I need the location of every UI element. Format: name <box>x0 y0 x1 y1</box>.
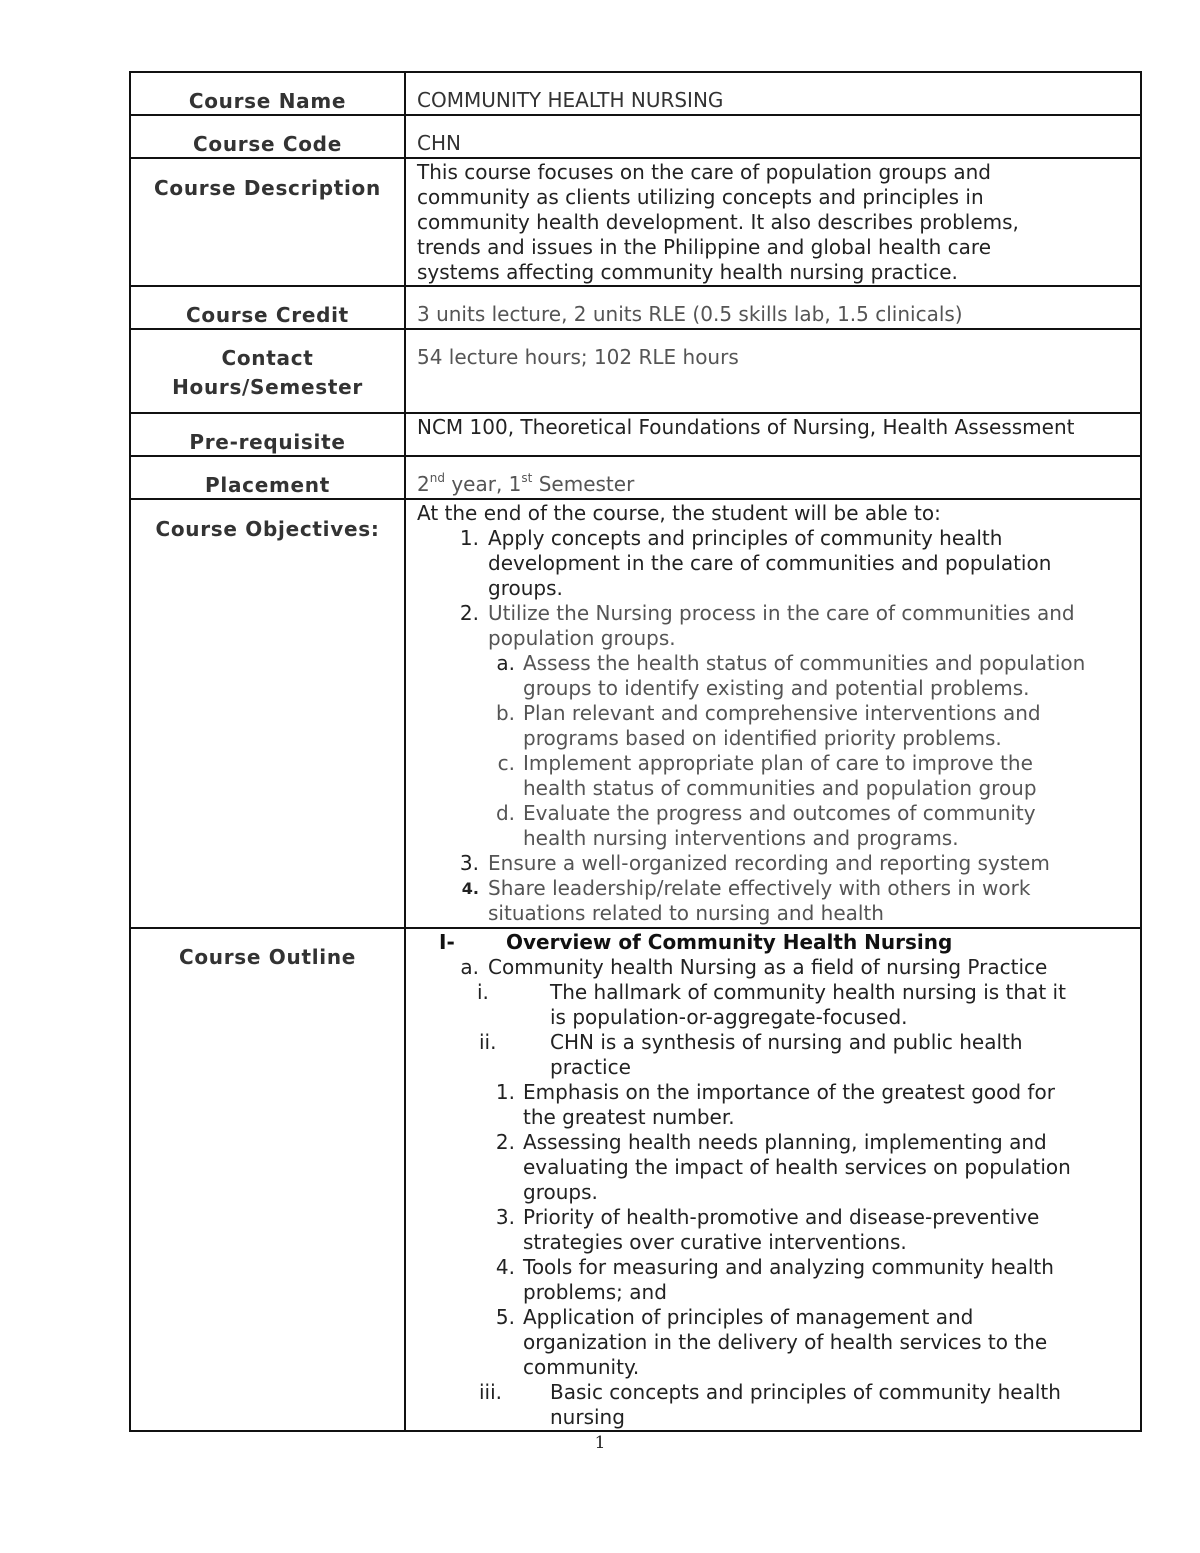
outline-number-marker: 1. <box>495 1080 515 1104</box>
objective-line: groups. <box>488 576 563 600</box>
outline-roman-line: nursing <box>550 1405 625 1429</box>
objective-line: development in the care of communities and population <box>488 551 1052 575</box>
outline-roman-marker: ii. <box>479 1030 497 1054</box>
objective-item <box>417 876 1134 926</box>
course-name-value: COMMUNITY HEALTH NURSING <box>405 72 1141 115</box>
outline-number-line: Tools for measuring and analyzing community health <box>523 1255 1054 1279</box>
placement-value <box>405 456 1141 499</box>
objective-subitem-line: Plan relevant and comprehensive interventions and <box>523 701 1041 725</box>
row-prerequisite <box>130 413 1141 456</box>
outline-number-line: evaluating the impact of health services on population <box>523 1155 1071 1179</box>
outline-number-line: groups. <box>523 1180 598 1204</box>
outline-number-line: strategies over curative interventions. <box>523 1230 907 1254</box>
objective-subitem-line: Evaluate the progress and outcomes of community <box>523 801 1036 825</box>
outline-roman-marker: iii. <box>479 1380 503 1404</box>
description-line: community as clients utilizing concepts and principles in <box>417 185 984 209</box>
contact-hours-value: 54 lecture hours; 102 RLE hours <box>405 329 1141 413</box>
course-description-label: Course Description <box>130 158 405 286</box>
objective-subitem-line: Assess the health status of communities and population <box>523 651 1086 675</box>
objective-subitem <box>417 801 1134 851</box>
outline-roman-line: The hallmark of community health nursing is that it <box>550 980 1066 1004</box>
objective-subitem <box>417 651 1134 701</box>
outline-number-line: Emphasis on the importance of the greatest good for <box>523 1080 1055 1104</box>
objective-marker: 1. <box>459 526 479 550</box>
outline-numbered-item <box>417 1130 1134 1205</box>
outline-number-line: Priority of health-promotive and disease-preventive <box>523 1205 1040 1229</box>
objectives-intro: At the end of the course, the student will be able to: <box>417 501 941 525</box>
objective-line: Ensure a well-organized recording and reporting system <box>488 851 1050 875</box>
objective-item <box>417 601 1134 651</box>
objective-subitem-marker: d. <box>495 801 515 825</box>
outline-number-marker: 5. <box>495 1305 515 1329</box>
placement-year-text: year, 1 <box>444 472 522 496</box>
objective-subitem-marker: b. <box>495 701 515 725</box>
objective-subitem <box>417 701 1134 751</box>
placement-semester-suffix: st <box>521 471 533 485</box>
outline-roman-item <box>417 980 1134 1030</box>
outline-subtopic <box>417 955 1134 980</box>
outline-numbered-item <box>417 1080 1134 1130</box>
outline-heading-marker: I- <box>439 930 455 954</box>
outline-number-line: the greatest number. <box>523 1105 735 1129</box>
objective-line: situations related to nursing and health <box>488 901 884 925</box>
contact-hours-label-line1: Contact <box>221 346 314 370</box>
page-number: 1 <box>594 1433 606 1453</box>
outline-numbered-item <box>417 1255 1134 1305</box>
outline-roman-line: Basic concepts and principles of community health <box>550 1380 1061 1404</box>
outline-roman-item <box>417 1380 1134 1430</box>
objective-subitem-line: health nursing interventions and programs. <box>523 826 959 850</box>
outline-number-line: Application of principles of management and <box>523 1305 974 1329</box>
objective-subitem-line: health status of communities and population group <box>523 776 1037 800</box>
outline-roman-line: is population-or-aggregate-focused. <box>550 1005 908 1029</box>
row-contact-hours <box>130 329 1141 413</box>
outline-number-marker: 4. <box>495 1255 515 1279</box>
outline-number-marker: 2. <box>495 1130 515 1154</box>
objective-marker: 2. <box>459 601 479 625</box>
description-line: This course focuses on the care of population groups and <box>417 160 991 184</box>
outline-roman-line: practice <box>550 1055 631 1079</box>
prerequisite-value: NCM 100, Theoretical Foundations of Nursing, Health Assessment <box>405 413 1141 456</box>
contact-hours-label <box>130 329 405 413</box>
row-course-outline <box>130 928 1141 1431</box>
outline-roman-line: CHN is a synthesis of nursing and public health <box>550 1030 1023 1054</box>
course-credit-value: 3 units lecture, 2 units RLE (0.5 skills lab, 1.5 clinicals) <box>405 286 1141 329</box>
course-syllabus-table <box>129 71 1142 1432</box>
row-course-code <box>130 115 1141 158</box>
objective-subitem-line: Implement appropriate plan of care to improve the <box>523 751 1033 775</box>
objective-subitem <box>417 751 1134 801</box>
outline-number-line: Assessing health needs planning, implementing and <box>523 1130 1047 1154</box>
row-course-objectives <box>130 499 1141 928</box>
objective-line: Apply concepts and principles of community health <box>488 526 1003 550</box>
outline-number-line: problems; and <box>523 1280 667 1304</box>
objective-item <box>417 526 1134 601</box>
placement-label: Placement <box>130 456 405 499</box>
course-credit-label: Course Credit <box>130 286 405 329</box>
course-outline-label: Course Outline <box>130 928 405 1431</box>
row-placement <box>130 456 1141 499</box>
outline-number-marker: 3. <box>495 1205 515 1229</box>
prerequisite-label: Pre-requisite <box>130 413 405 456</box>
outline-roman-item <box>417 1030 1134 1080</box>
placement-semester-text: Semester <box>532 472 635 496</box>
course-outline-value <box>405 928 1141 1431</box>
course-code-label: Course Code <box>130 115 405 158</box>
description-line: systems affecting community health nursing practice. <box>417 260 958 284</box>
objective-subitem-line: groups to identify existing and potential problems. <box>523 676 1030 700</box>
objective-marker: 4. <box>461 879 479 898</box>
placement-year-suffix: nd <box>429 471 445 485</box>
course-name-label: Course Name <box>130 72 405 115</box>
outline-subtopic-marker: a. <box>460 955 479 979</box>
description-line: community health development. It also describes problems, <box>417 210 1019 234</box>
objective-line: population groups. <box>488 626 676 650</box>
objective-line: Share leadership/relate effectively with others in work <box>488 876 1031 900</box>
course-objectives-value <box>405 499 1141 928</box>
contact-hours-label-line2: Hours/Semester <box>172 375 363 399</box>
row-course-name <box>130 72 1141 115</box>
outline-heading <box>417 930 1134 955</box>
course-code-value: CHN <box>405 115 1141 158</box>
objective-item <box>417 851 1134 876</box>
row-course-description <box>130 158 1141 286</box>
objective-line: Utilize the Nursing process in the care of communities and <box>488 601 1075 625</box>
course-description-value <box>405 158 1141 286</box>
outline-number-line: community. <box>523 1355 640 1379</box>
outline-subtopic-text: Community health Nursing as a field of nursing Practice <box>488 955 1048 979</box>
outline-numbered-item <box>417 1305 1134 1380</box>
outline-numbered-item <box>417 1205 1134 1255</box>
objective-subitem-marker: a. <box>496 651 515 675</box>
outline-roman-marker: i. <box>477 980 489 1004</box>
objective-marker: 3. <box>459 851 479 875</box>
outline-number-line: organization in the delivery of health services to the <box>523 1330 1048 1354</box>
outline-heading-text: Overview of Community Health Nursing <box>506 930 953 954</box>
objective-subitem-marker: c. <box>497 751 515 775</box>
course-objectives-label: Course Objectives: <box>130 499 405 928</box>
row-course-credit <box>130 286 1141 329</box>
objective-subitem-line: programs based on identified priority problems. <box>523 726 1002 750</box>
description-line: trends and issues in the Philippine and global health care <box>417 235 992 259</box>
placement-year-number: 2 <box>417 472 430 496</box>
